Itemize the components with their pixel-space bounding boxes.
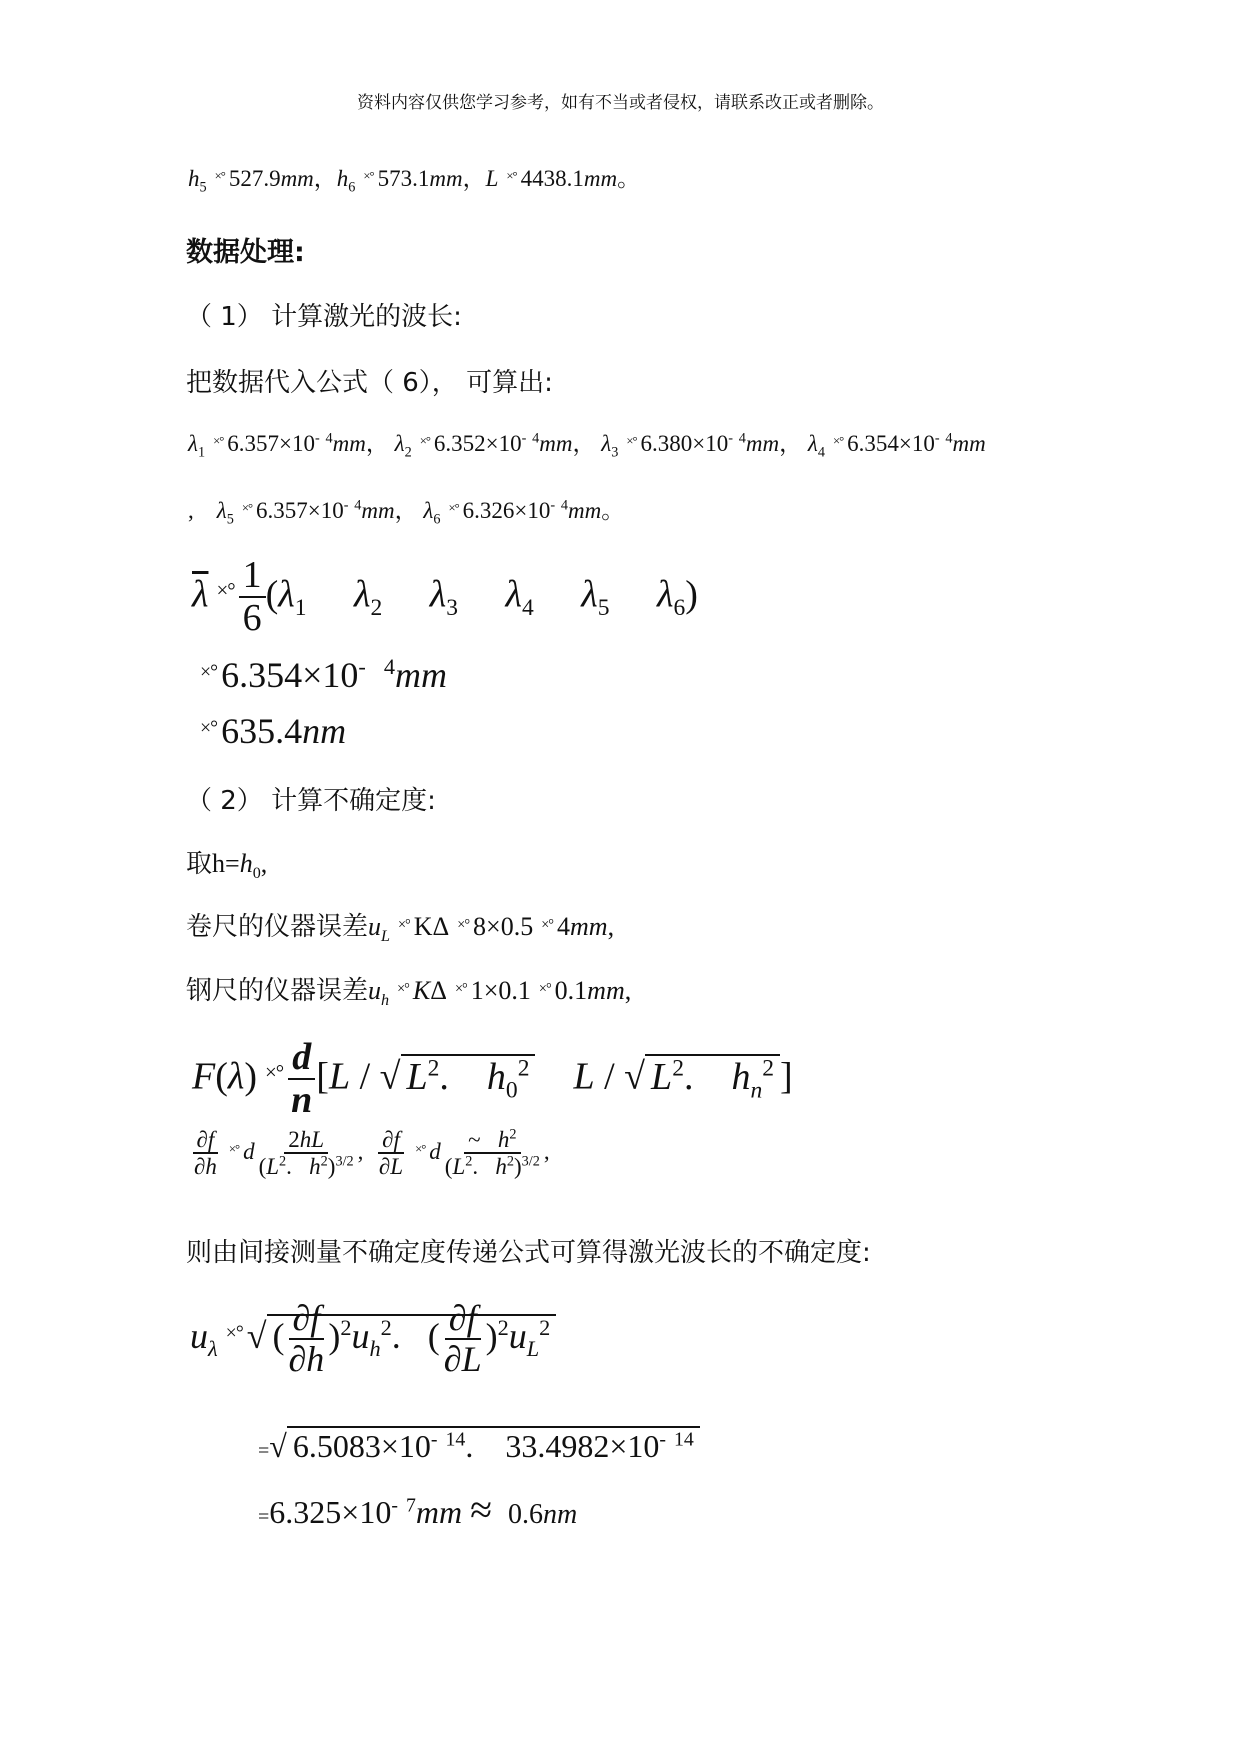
- propagation-text: 则由间接测量不确定度传递公式可算得激光波长的不确定度:: [186, 1238, 871, 1268]
- uncertainty-step-a: =√ 6.5083×10- $^{14}$. 33.4982×10- $^{14}$: [258, 1428, 700, 1465]
- measurement-line: $h_5^{\times^\circ}$ 527.9mm，$h_6^{\times^\circ}$ 573.1mm，L ×° 4438.1mm。: [188, 166, 641, 196]
- uncertainty-formula: $u_\lambda^{\times^\circ}$ √ ( $\frac{\partial f}{\partial h}$ )$^2u_h^2$. ( $\frac{\partial f}{\partial L}$ )$^2u_L^2$: [190, 1300, 556, 1379]
- lambda-value: $\lambda_4^{\times^\circ}$ 6.354×10- $^4$mm: [807, 430, 986, 461]
- mean-lambda-nm: ×° 635.4nm: [200, 711, 347, 751]
- mean-lambda-result: ×° 6.354×10- $^4$mm: [200, 654, 447, 695]
- lambda-values-line1: [188, 425, 986, 461]
- lambda-values-line2: , $\lambda_5^{\times^\circ}$ 6.357×10- $^4$mm， $\lambda_6^{\times^\circ}$ 6.326×10- $^4$mm。: [188, 497, 625, 528]
- section-title: 数据处理:: [186, 237, 305, 268]
- steel-error-line: 钢尺的仪器误差$u_h^{\times^\circ}$ KΔ ×° 1×0.1 ×° 0.1mm,: [186, 976, 632, 1010]
- partial-derivatives: $\frac{\partial f}{\partial h}$ ×° d $\frac{2hL}{(L^2. h^2)^{3/2}}$ , $\frac{\partial f}{\partial L}$ ×° d $\frac{\sim h^2}{(L^2. h^2)^{3/2}}$ ,: [194, 1126, 550, 1180]
- lambda-value: $\lambda_5^{\times^\circ}$ 6.357×10- $^4$mm，: [216, 497, 418, 528]
- lambda-value: $\lambda_1^{\times^\circ}$ 6.357×10- $^4$mm，: [188, 430, 389, 461]
- take-h-line: 取$h=h_0$,: [186, 849, 268, 883]
- f-lambda-formula: F(λ) ×° $\frac{d}{n}$ [L / √ $L^2$. $h_0^2$ L / √ $L^2$. $h_n^2$ ]: [192, 1036, 793, 1121]
- step1-label: （ 1） 计算激光的波长:: [186, 302, 462, 332]
- lambda-value: $\lambda_3^{\times^\circ}$ 6.380×10- $^4$mm，: [601, 430, 803, 461]
- header-disclaimer: 资料内容仅供您学习参考，如有不当或者侵权，请联系改正或者删除。: [357, 93, 884, 113]
- tape-error-line: 卷尺的仪器误差$u_L^{\times^\circ}$ KΔ ×° 8×0.5 ×° 4mm,: [186, 912, 615, 946]
- lambda-value: $\lambda_2^{\times^\circ}$ 6.352×10- $^4$mm，: [394, 430, 596, 461]
- lambda-value: $\lambda_6^{\times^\circ}$ 6.326×10- $^4$mm。: [423, 497, 625, 528]
- mean-lambda-formula: $\overline{\lambda}$ ×° $\frac{1}{6}$ ($\lambda_1$ $\lambda_2$ $\lambda_3$ $\lambda_4$ $\lambda_5$ $\lambda_6$): [192, 554, 698, 639]
- uncertainty-step-b: =6.325×10- $^7$mm ≈ 0.6nm: [258, 1487, 578, 1532]
- step2-label: （ 2） 计算不确定度:: [186, 786, 436, 816]
- step1-intro: 把数据代入公式（ 6）， 可算出:: [186, 368, 553, 398]
